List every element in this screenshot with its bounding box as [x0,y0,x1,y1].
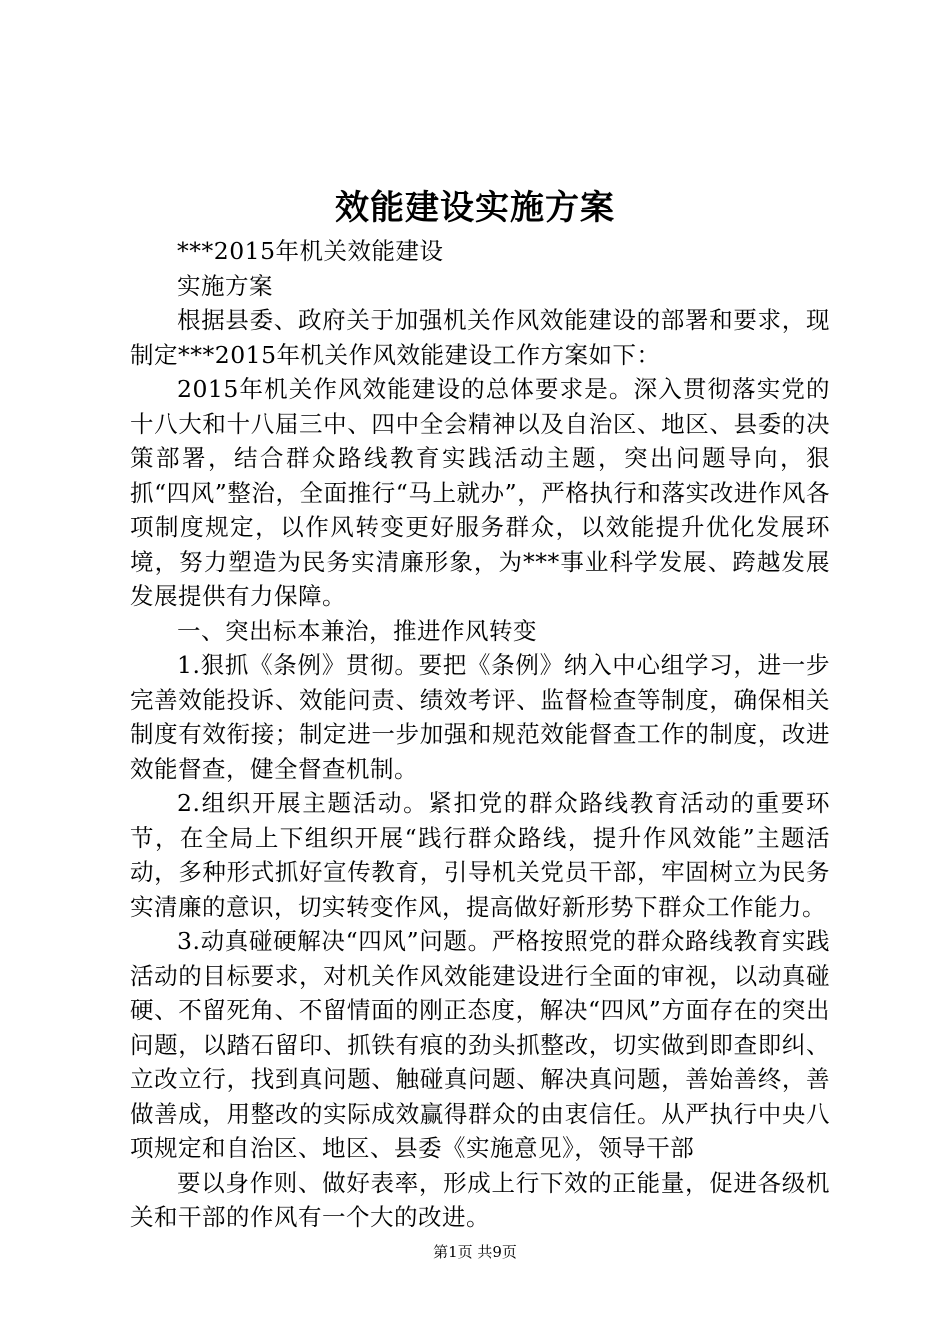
paragraph-intro: 根据县委、政府关于加强机关作风效能建设的部署和要求，现制定***2015年机关作风效能建设工作方案如下： [130,306,830,369]
section-heading-1: 一、突出标本兼治，推进作风转变 [177,616,537,645]
document-body [130,234,830,1235]
paragraph-general-requirements: 2015年机关作风效能建设的总体要求是。深入贯彻落实党的十八大和十八届三中、四中全会精神以及自治区、地区、县委的决策部署，结合群众路线教育实践活动主题，突出问题导向，狠抓“四风”整治，全面推行“马上就办”，严格执行和落实改进作风各项制度规定，以作风转变更好服务群众，以效能提升优化发展环境，努力塑造为民务实清廉形象，为***事业科学发展、跨越发展发展提供有力保障。 [130,375,830,610]
paragraph-item-3: 3.动真碰硬解决“四风”问题。严格按照党的群众路线教育实践活动的目标要求，对机关作风效能建设进行全面的审视，以动真碰硬、不留死角、不留情面的刚正态度，解决“四风”方面存在的突出问题，以踏石留印、抓铁有痕的劲头抓整改，切实做到即查即纠、立改立行，找到真问题、触碰真问题、解决真问题，善始善终，善做善成，用整改的实际成效赢得群众的由衷信任。从严执行中央八项规定和自治区、地区、县委《实施意见》，领导干部 [130,927,830,1162]
paragraph-item-1: 1.狠抓《条例》贯彻。要把《条例》纳入中心组学习，进一步完善效能投诉、效能问责、绩效考评、监督检查等制度，确保相关制度有效衔接；制定进一步加强和规范效能督查工作的制度，改进效能督查，健全督查机制。 [130,651,830,783]
document-title: 效能建设实施方案 [335,188,615,228]
page-footer: 第1页 共9页 [433,1243,517,1261]
paragraph-item-2: 2.组织开展主题活动。紧扣党的群众路线教育活动的重要环节，在全局上下组织开展“践行群众路线，提升作风效能”主题活动，多种形式抓好宣传教育，引导机关党员干部，牢固树立为民务实清廉的意识，切实转变作风，提高做好新形势下群众工作能力。 [130,789,830,921]
paragraph-subtitle-line1: ***2015年机关效能建设 [177,237,444,265]
paragraph-continuation: 要以身作则、做好表率，形成上行下效的正能量，促进各级机关和干部的作风有一个大的改进。 [130,1168,830,1231]
paragraph-subtitle-line2: 实施方案 [177,271,273,300]
